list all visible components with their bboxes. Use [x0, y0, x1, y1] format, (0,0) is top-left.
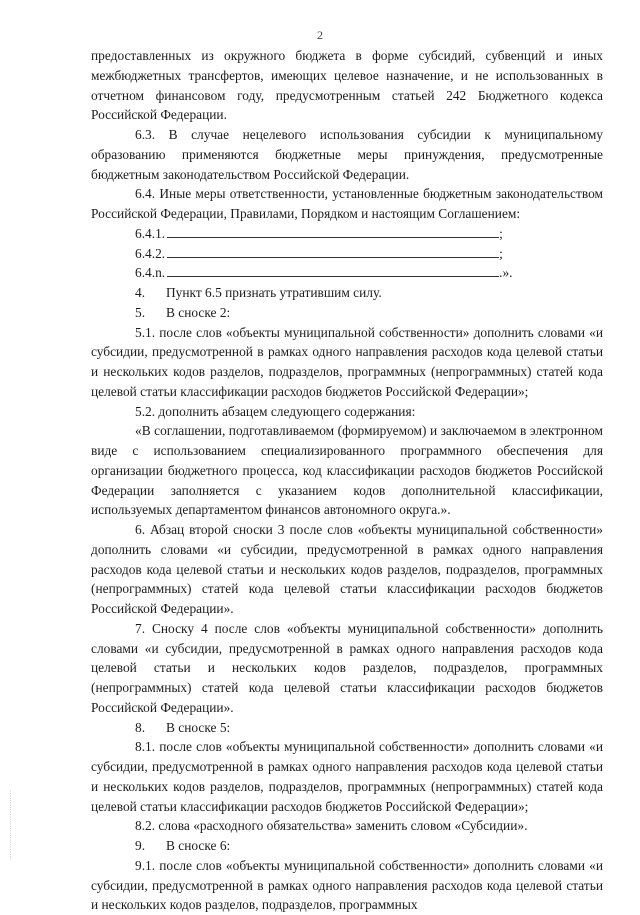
item-9 — [91, 836, 603, 856]
item-number: 5. — [135, 304, 146, 320]
document-body — [91, 46, 603, 915]
page-number: 2 — [317, 28, 323, 42]
item-8-1: 8.1. после слов «объекты муниципальной собственности» дополнить словами «и субсидии, предусмотренной в рамках одного направления расходов кода целевой статьи и нескольких кодов разделов, подразделов, программных (непрограммных) статей кода целевой статьи классификации расходов бюджетов Российской Федерации»; — [91, 739, 603, 814]
item-text: В сноске 5: — [166, 719, 231, 735]
paragraph-continuation: предоставленных из окружного бюджета в форме субсидий, субвенций и иных межбюджетных трансфертов, имеющих целевое назначение, и не использованных в отчетном финансовом году, предусмотренным статьей 242 Бюджетного кодекса Российской Федерации. — [91, 48, 603, 123]
item-5-2: 5.2. дополнить абзацем следующего содержания: — [135, 403, 416, 419]
margin-note: ………………………… — [5, 790, 13, 860]
item-6: 6. Абзац второй сноски 3 после слов «объекты муниципальной собственности» дополнить словами «и субсидии, предусмотренной в рамках одного направления расходов кода целевой статьи и нескольких кодов разделов, подразделов, программных (непрограммных) статей кода целевой статьи классификации расходов бюджетов Российской Федерации». — [91, 522, 603, 616]
item-9-1: 9.1. после слов «объекты муниципальной собственности» дополнить словами «и субсидии, предусмотренной в рамках одного направления расходов кода целевой статьи и нескольких кодов разделов, подразделов, программных — [91, 857, 603, 913]
item-text: В сноске 6: — [166, 838, 231, 853]
blank-line — [167, 244, 499, 258]
item-5 — [91, 303, 603, 323]
fill-line-6-4-1 — [91, 224, 603, 244]
item-4 — [91, 283, 603, 303]
fill-line-6-4-2 — [91, 244, 603, 264]
fill-line-end: ; — [499, 225, 503, 241]
item-number: 4. — [135, 285, 146, 300]
item-text: В сноске 2: — [166, 304, 231, 320]
paragraph-6-4: 6.4. Иные меры ответственности, установленные бюджетным законодательством Российской Федерации, Правилами, Порядком и настоящим Соглашением: — [91, 186, 603, 221]
item-text: Пункт 6.5 признать утратившим силу. — [166, 285, 382, 300]
item-number: 9. — [135, 838, 146, 853]
fill-line-6-4-n — [91, 263, 603, 283]
paragraph-6-3: 6.3. В случае нецелевого использования субсидии к муниципальному образованию применяются бюджетные меры принуждения, предусмотренные бюджетным законодательством Российской Федерации. — [91, 127, 603, 182]
fill-line-end: .». — [499, 265, 513, 281]
fill-line-end: ; — [499, 245, 503, 261]
blank-line — [167, 224, 499, 238]
item-5-2-quote: «В соглашении, подготавливаемом (формируемом) и заключаемом в электронном виде с использованием специализированного программного обеспечения для организации бюджетного процесса, код классификации расходов бюджетов Российской Федерации заполняется с указанием кодов дополнительной классификации, используемых департаментом финансов автономного округа.». — [91, 423, 603, 518]
item-5-1: 5.1. после слов «объекты муниципальной собственности» дополнить словами «и субсидии, предусмотренной в рамках одного направления расходов кода целевой статьи и нескольких кодов разделов, подразделов, программных (непрограммных) статей кода целевой статьи классификации расходов бюджетов Российской Федерации»; — [91, 324, 603, 399]
fill-line-label: 6.4.n. — [135, 265, 166, 281]
item-7: 7. Сноску 4 после слов «объекты муниципальной собственности» дополнить словами «и субсидии, предусмотренной в рамках одного направления расходов кода целевой статьи и нескольких кодов разделов, подразделов, программных (непрограммных) статей кода целевой статьи классификации расходов бюджетов Российской Федерации». — [91, 620, 603, 715]
item-8 — [91, 718, 603, 738]
fill-line-label: 6.4.2. — [135, 245, 166, 261]
fill-line-label: 6.4.1. — [135, 225, 166, 241]
blank-line — [167, 263, 499, 277]
item-8-2: 8.2. слова «расходного обязательства» заменить словом «Субсидии». — [135, 818, 528, 834]
item-number: 8. — [135, 719, 146, 735]
